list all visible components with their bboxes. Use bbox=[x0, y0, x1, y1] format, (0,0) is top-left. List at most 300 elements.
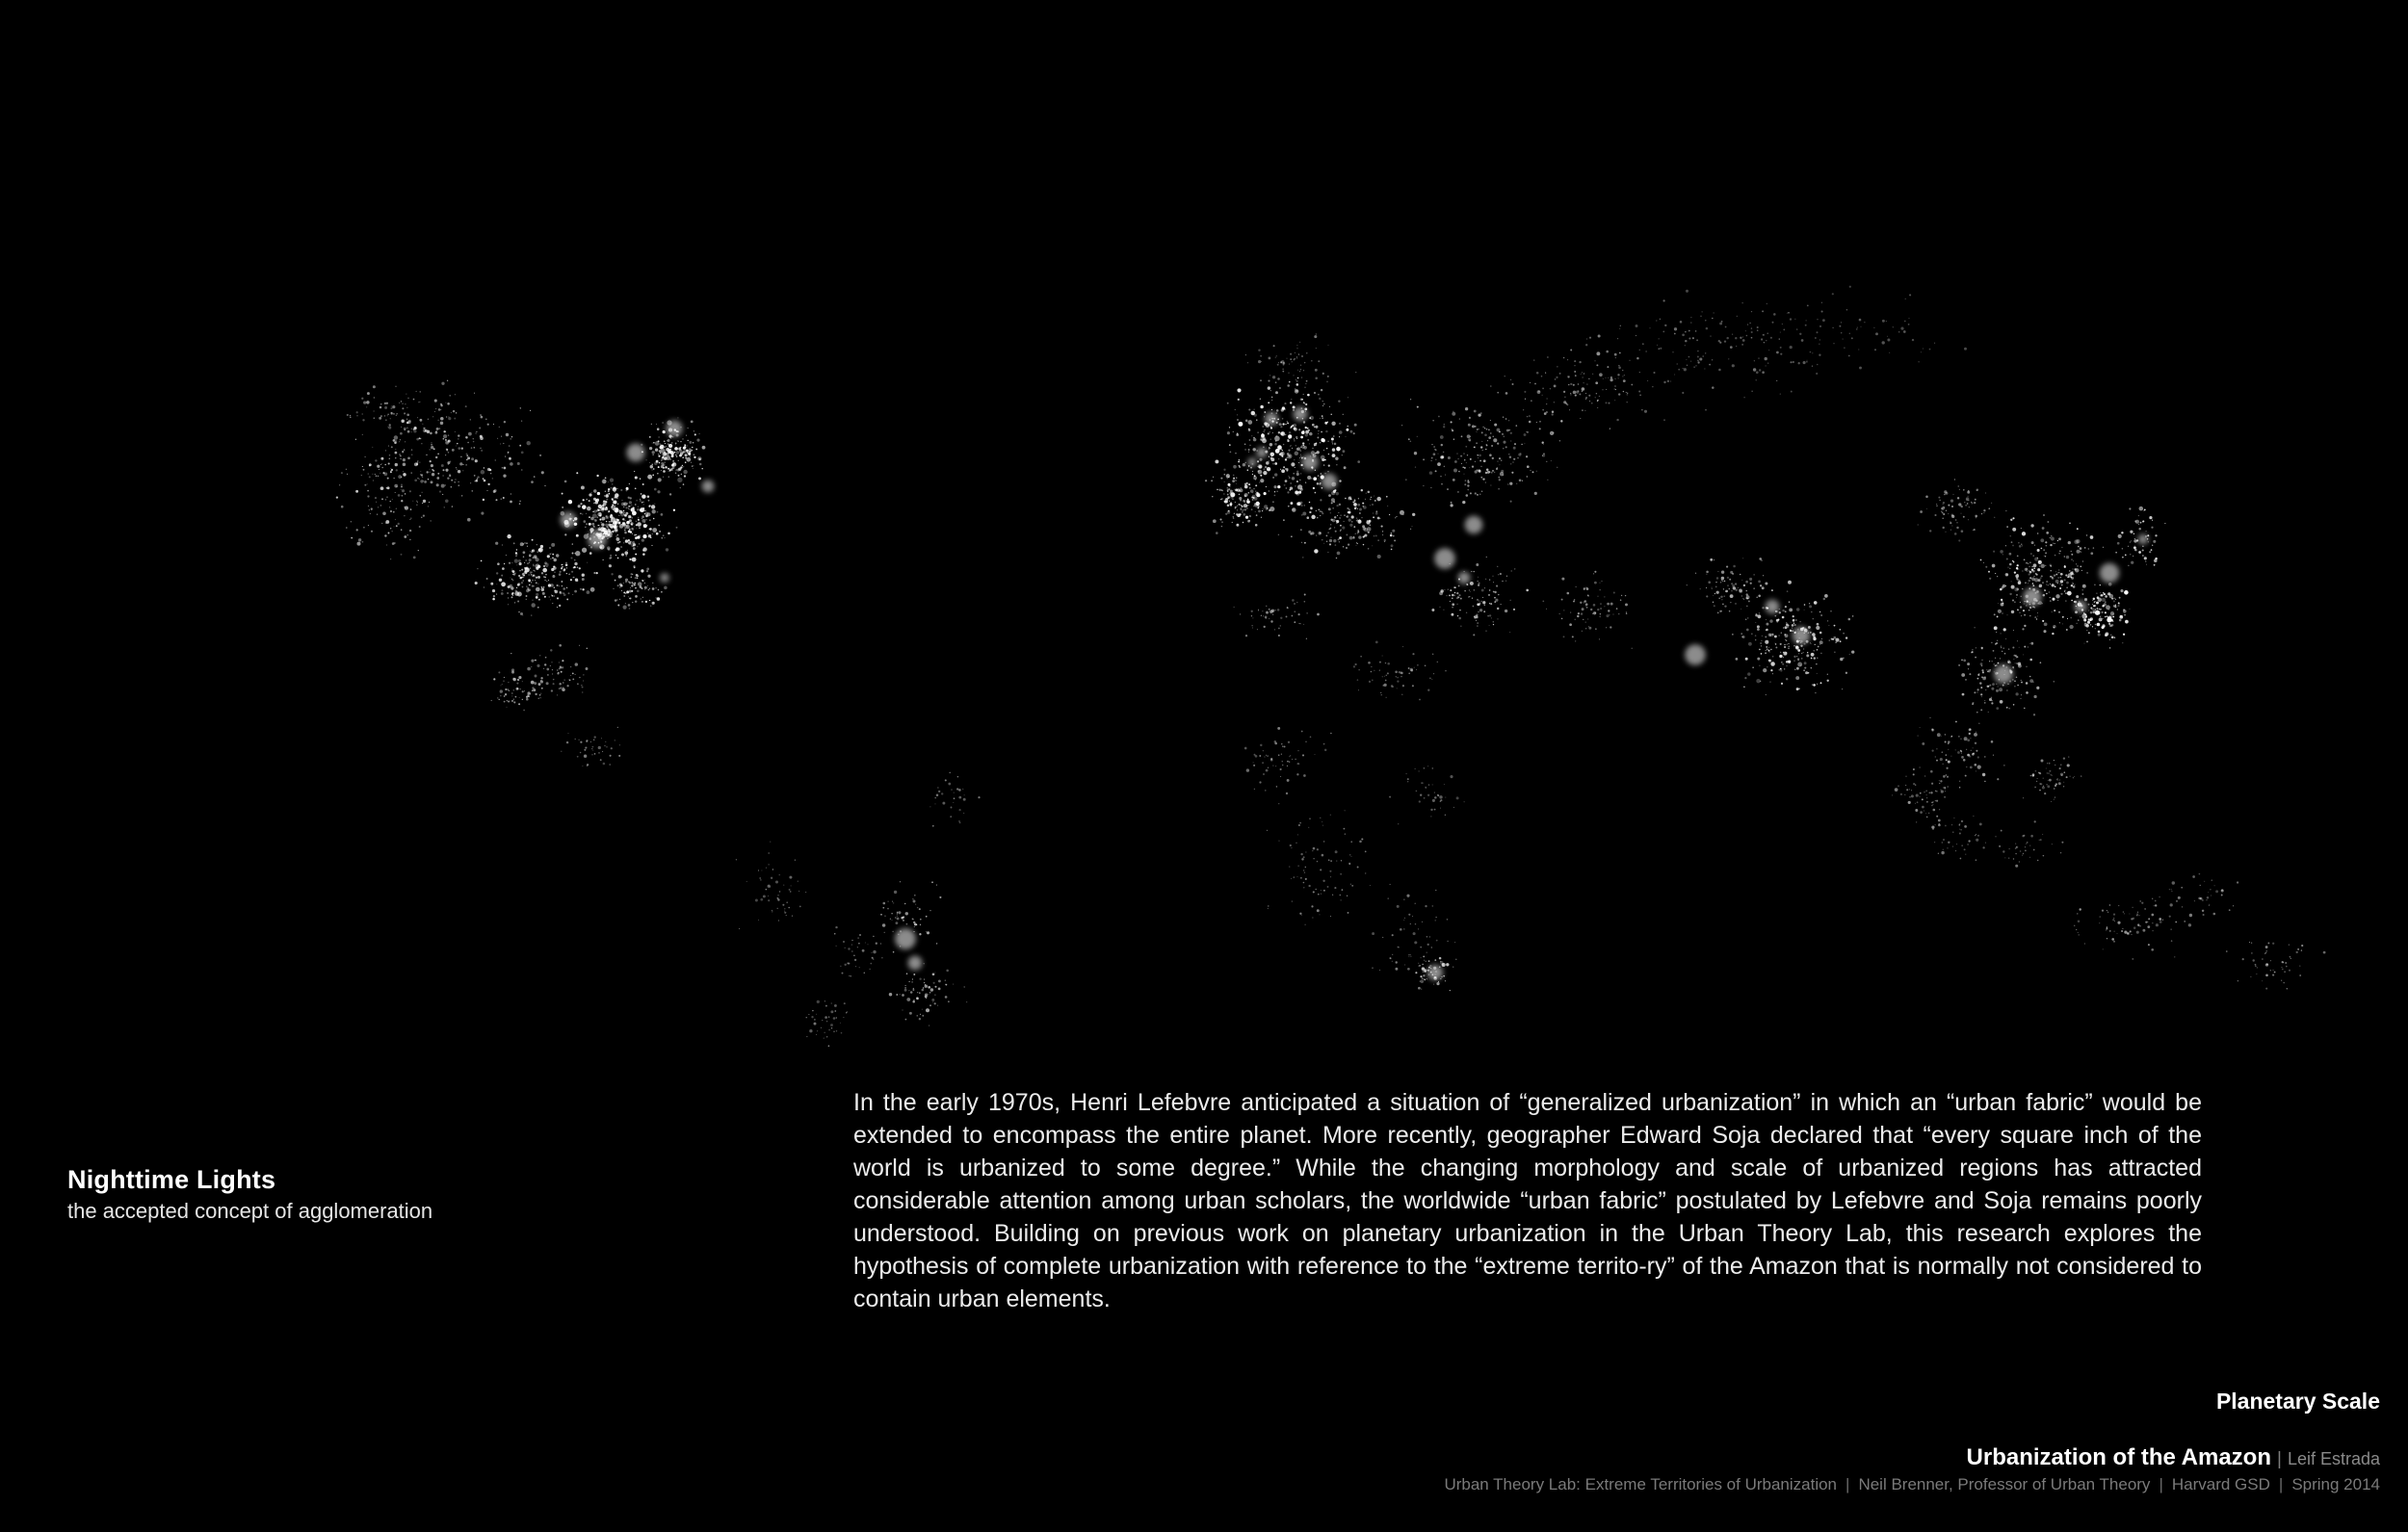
city-light bbox=[2133, 546, 2136, 549]
city-light bbox=[1255, 524, 1258, 527]
city-light bbox=[612, 506, 613, 507]
city-light bbox=[1626, 611, 1627, 612]
city-light bbox=[1780, 347, 1782, 349]
city-light bbox=[2070, 617, 2072, 619]
city-light bbox=[2051, 801, 2052, 802]
city-light bbox=[1955, 749, 1956, 750]
city-light bbox=[1848, 618, 1851, 621]
city-light bbox=[609, 521, 611, 523]
city-light bbox=[1330, 815, 1331, 816]
city-light bbox=[509, 457, 511, 460]
city-light bbox=[928, 994, 929, 995]
city-light bbox=[1735, 588, 1738, 591]
city-light bbox=[1731, 590, 1732, 591]
city-light bbox=[1242, 506, 1243, 507]
city-light bbox=[859, 967, 860, 968]
city-light bbox=[893, 902, 894, 903]
city-light bbox=[585, 527, 586, 528]
city-light bbox=[1270, 427, 1272, 428]
city-light bbox=[1660, 348, 1662, 350]
city-light bbox=[929, 910, 930, 911]
city-light bbox=[1273, 485, 1276, 488]
city-light bbox=[1929, 530, 1931, 532]
city-light bbox=[1546, 403, 1547, 404]
city-light bbox=[525, 559, 527, 561]
city-light bbox=[1339, 423, 1340, 424]
city-light bbox=[1811, 653, 1815, 657]
city-light bbox=[1803, 652, 1804, 653]
city-light bbox=[919, 1018, 921, 1020]
city-light bbox=[691, 421, 694, 424]
city-light bbox=[1298, 462, 1299, 463]
city-light bbox=[1289, 381, 1290, 382]
city-light bbox=[617, 526, 618, 527]
city-light bbox=[2051, 535, 2052, 536]
city-light bbox=[620, 512, 624, 516]
city-light bbox=[1638, 391, 1640, 393]
city-light bbox=[1370, 499, 1372, 501]
city-light bbox=[1989, 661, 1990, 662]
city-light bbox=[1334, 443, 1337, 446]
city-light bbox=[1942, 512, 1944, 514]
city-light bbox=[840, 966, 841, 967]
city-light bbox=[1559, 440, 1561, 442]
city-light bbox=[679, 450, 682, 453]
city-light bbox=[385, 450, 386, 451]
city-light bbox=[1290, 402, 1292, 403]
city-light bbox=[2048, 773, 2049, 774]
city-light bbox=[2058, 537, 2061, 540]
city-light bbox=[1431, 444, 1432, 445]
city-light bbox=[1400, 676, 1401, 677]
city-light bbox=[892, 901, 893, 902]
city-light bbox=[1722, 581, 1723, 582]
city-light bbox=[1257, 460, 1259, 462]
city-light bbox=[1298, 623, 1299, 624]
city-light bbox=[1478, 581, 1479, 582]
city-light bbox=[1943, 764, 1944, 765]
city-light bbox=[822, 1020, 823, 1021]
city-light bbox=[2164, 523, 2165, 524]
city-light bbox=[1975, 657, 1976, 659]
city-light bbox=[522, 615, 523, 616]
city-light bbox=[1746, 335, 1748, 337]
city-light bbox=[420, 391, 421, 392]
city-light bbox=[1787, 644, 1788, 645]
city-light bbox=[919, 992, 921, 994]
city-light bbox=[1233, 516, 1235, 518]
city-light bbox=[2076, 606, 2077, 607]
city-light bbox=[619, 599, 620, 600]
city-light bbox=[1247, 469, 1249, 471]
city-light bbox=[1418, 963, 1419, 964]
city-light bbox=[596, 572, 598, 574]
city-light bbox=[411, 431, 412, 432]
city-light bbox=[385, 420, 386, 421]
city-light bbox=[1296, 602, 1297, 603]
city-light bbox=[1775, 643, 1776, 644]
city-light bbox=[1756, 679, 1760, 683]
city-light bbox=[1804, 629, 1808, 633]
city-light bbox=[1305, 411, 1306, 412]
city-light bbox=[912, 919, 913, 920]
city-light bbox=[1447, 941, 1448, 942]
city-light bbox=[1245, 420, 1248, 423]
city-light bbox=[1920, 796, 1921, 797]
city-light bbox=[663, 455, 665, 457]
city-light bbox=[562, 660, 563, 662]
city-light bbox=[2003, 682, 2005, 684]
city-light bbox=[836, 1017, 837, 1018]
city-light bbox=[1597, 401, 1599, 402]
city-light bbox=[605, 524, 608, 527]
city-light bbox=[1334, 516, 1336, 518]
city-light bbox=[420, 474, 422, 476]
city-light bbox=[2050, 565, 2051, 566]
city-light bbox=[2024, 601, 2025, 602]
city-light bbox=[628, 497, 630, 499]
city-light bbox=[897, 918, 900, 921]
city-light bbox=[834, 1010, 836, 1012]
city-light bbox=[2070, 776, 2071, 777]
city-light bbox=[1460, 626, 1461, 627]
city-light bbox=[1772, 656, 1774, 658]
city-light bbox=[430, 449, 431, 450]
city-light bbox=[368, 525, 369, 526]
city-light bbox=[1322, 539, 1323, 541]
city-light bbox=[524, 571, 527, 574]
city-light bbox=[2058, 572, 2059, 573]
city-light bbox=[934, 1002, 936, 1004]
city-light bbox=[1620, 325, 1621, 326]
city-light bbox=[2046, 545, 2047, 546]
city-light bbox=[2068, 541, 2071, 544]
city-light bbox=[686, 435, 687, 436]
city-light bbox=[1968, 519, 1969, 520]
city-light bbox=[920, 1014, 921, 1015]
city-light bbox=[1976, 489, 1978, 491]
city-light bbox=[1229, 501, 1230, 502]
city-light bbox=[668, 444, 672, 448]
city-light bbox=[2046, 767, 2047, 768]
city-light bbox=[439, 491, 441, 493]
city-light bbox=[1992, 564, 1996, 568]
city-light bbox=[2046, 581, 2047, 582]
city-light bbox=[1317, 909, 1320, 912]
city-light bbox=[1286, 487, 1288, 489]
city-light bbox=[524, 690, 525, 691]
city-light bbox=[1331, 498, 1335, 502]
city-light bbox=[1300, 454, 1301, 455]
city-light bbox=[2003, 674, 2004, 675]
city-light bbox=[558, 672, 559, 673]
city-light bbox=[2028, 573, 2030, 575]
city-light bbox=[2055, 555, 2056, 557]
city-light bbox=[1574, 371, 1576, 373]
city-light bbox=[661, 591, 663, 593]
city-light bbox=[2081, 609, 2083, 610]
city-light bbox=[1513, 609, 1515, 610]
city-light bbox=[597, 512, 602, 517]
city-light bbox=[1307, 428, 1309, 429]
city-light bbox=[1248, 465, 1249, 466]
city-light bbox=[1298, 763, 1299, 764]
city-light bbox=[1229, 444, 1231, 446]
city-light bbox=[1257, 466, 1258, 467]
city-light bbox=[413, 556, 416, 558]
city-light bbox=[1989, 685, 1991, 687]
city-light bbox=[1454, 592, 1456, 594]
city-light bbox=[1782, 656, 1783, 657]
city-light bbox=[388, 446, 389, 447]
city-light bbox=[658, 589, 659, 590]
city-light bbox=[634, 567, 636, 569]
city-light bbox=[1817, 658, 1819, 660]
urban-glow bbox=[1685, 644, 1706, 665]
city-light bbox=[1324, 749, 1326, 751]
city-light bbox=[834, 1004, 837, 1007]
city-light bbox=[1954, 479, 1955, 480]
city-light bbox=[561, 671, 563, 673]
city-light bbox=[1545, 373, 1546, 374]
city-light bbox=[2063, 782, 2064, 783]
city-light bbox=[455, 431, 456, 432]
city-light bbox=[2062, 616, 2064, 618]
city-light bbox=[1756, 371, 1759, 374]
city-light bbox=[1766, 646, 1767, 648]
city-light bbox=[506, 707, 507, 708]
city-light bbox=[644, 522, 645, 523]
city-light bbox=[422, 477, 423, 478]
city-light bbox=[1570, 383, 1572, 385]
city-light bbox=[912, 989, 914, 991]
city-light bbox=[1747, 617, 1749, 619]
city-light bbox=[1492, 457, 1494, 459]
city-light bbox=[1357, 508, 1358, 509]
city-light bbox=[924, 979, 925, 980]
city-light bbox=[2076, 539, 2080, 543]
city-light bbox=[932, 825, 934, 827]
city-light bbox=[515, 553, 517, 555]
city-light bbox=[403, 473, 406, 476]
city-light bbox=[739, 928, 740, 929]
city-light bbox=[608, 511, 609, 512]
city-light bbox=[2053, 543, 2054, 544]
city-light bbox=[1268, 767, 1269, 768]
city-light bbox=[1240, 500, 1241, 501]
city-light bbox=[1230, 452, 1232, 454]
city-light bbox=[448, 452, 450, 454]
city-light bbox=[660, 453, 661, 454]
city-light bbox=[514, 591, 519, 596]
city-light bbox=[467, 442, 469, 444]
city-light bbox=[598, 528, 601, 531]
city-light bbox=[1314, 426, 1316, 428]
city-light bbox=[2077, 528, 2079, 530]
city-light bbox=[1760, 584, 1762, 586]
city-light bbox=[1437, 662, 1439, 663]
city-light bbox=[638, 582, 641, 585]
city-light bbox=[1965, 505, 1967, 506]
city-light bbox=[347, 414, 349, 416]
city-light bbox=[699, 463, 702, 466]
city-light bbox=[1817, 623, 1819, 626]
city-light bbox=[933, 982, 935, 984]
city-light bbox=[924, 963, 925, 964]
city-light bbox=[565, 563, 568, 566]
city-light bbox=[1244, 508, 1246, 510]
city-light bbox=[2105, 595, 2107, 598]
city-light bbox=[509, 689, 510, 691]
city-light bbox=[504, 467, 507, 470]
city-light bbox=[2001, 647, 2002, 648]
city-light bbox=[1260, 479, 1264, 482]
city-light bbox=[475, 459, 478, 462]
city-light bbox=[1944, 796, 1946, 798]
city-light bbox=[1259, 755, 1261, 757]
city-light bbox=[682, 465, 683, 466]
city-light bbox=[1348, 496, 1351, 499]
city-light bbox=[1760, 642, 1762, 644]
city-light bbox=[610, 557, 612, 558]
city-light bbox=[936, 793, 939, 796]
city-light bbox=[1260, 475, 1262, 477]
city-light bbox=[601, 738, 602, 739]
city-light bbox=[1361, 517, 1362, 518]
city-light bbox=[1247, 420, 1252, 425]
city-light bbox=[1594, 582, 1597, 584]
city-light bbox=[526, 542, 528, 544]
city-light bbox=[1550, 388, 1551, 389]
city-light bbox=[399, 441, 400, 442]
city-light bbox=[2142, 549, 2144, 551]
city-light bbox=[1270, 620, 1272, 622]
city-light bbox=[559, 644, 562, 647]
city-light bbox=[484, 480, 486, 482]
city-light bbox=[1263, 615, 1264, 616]
city-light bbox=[2011, 581, 2012, 582]
city-light bbox=[1390, 534, 1393, 537]
city-light bbox=[522, 586, 524, 588]
city-light bbox=[1968, 496, 1969, 497]
city-light bbox=[2013, 659, 2014, 660]
city-light bbox=[2034, 545, 2035, 546]
city-light bbox=[486, 578, 488, 580]
city-light bbox=[2103, 547, 2104, 548]
city-light bbox=[1994, 663, 1995, 664]
city-light bbox=[1834, 652, 1835, 653]
city-light bbox=[395, 449, 396, 450]
city-light bbox=[2009, 593, 2011, 595]
city-light bbox=[1444, 424, 1446, 426]
city-light bbox=[1529, 421, 1531, 424]
city-light bbox=[1327, 552, 1328, 553]
city-light bbox=[1479, 609, 1482, 611]
city-light bbox=[1561, 618, 1563, 620]
city-light bbox=[1757, 329, 1759, 331]
city-light bbox=[736, 859, 737, 860]
city-light bbox=[604, 531, 609, 535]
city-light bbox=[1314, 392, 1316, 394]
city-light bbox=[865, 943, 866, 944]
city-light bbox=[634, 471, 635, 472]
city-light bbox=[578, 505, 581, 507]
city-light bbox=[1319, 398, 1321, 400]
city-light bbox=[1819, 611, 1820, 612]
city-light bbox=[1997, 662, 1999, 664]
city-light bbox=[1243, 522, 1244, 524]
city-light bbox=[2113, 600, 2115, 602]
city-light bbox=[1766, 694, 1767, 695]
city-light bbox=[1493, 438, 1497, 442]
city-light bbox=[1514, 568, 1515, 569]
city-light bbox=[1941, 736, 1942, 737]
city-light bbox=[768, 852, 770, 854]
city-light bbox=[1830, 610, 1831, 611]
city-light bbox=[1428, 974, 1429, 975]
city-light bbox=[2026, 691, 2028, 694]
city-light bbox=[590, 741, 591, 742]
city-light bbox=[341, 472, 343, 474]
city-light bbox=[1956, 522, 1957, 523]
city-light bbox=[891, 920, 892, 921]
city-light bbox=[493, 678, 495, 680]
city-light bbox=[1732, 364, 1735, 367]
city-light bbox=[1307, 394, 1310, 397]
city-light bbox=[501, 436, 502, 437]
city-light bbox=[1260, 744, 1262, 746]
city-light bbox=[527, 546, 528, 547]
city-light bbox=[409, 539, 411, 541]
city-light bbox=[652, 464, 653, 465]
city-light bbox=[826, 1036, 827, 1037]
city-light bbox=[1974, 529, 1976, 531]
city-light bbox=[1900, 793, 1902, 795]
city-light bbox=[1303, 882, 1305, 884]
city-light bbox=[2097, 596, 2100, 599]
city-light bbox=[529, 562, 530, 563]
city-light bbox=[479, 427, 481, 428]
city-light bbox=[456, 412, 457, 413]
city-light bbox=[1730, 602, 1731, 603]
city-light bbox=[1913, 773, 1915, 775]
city-light bbox=[2044, 556, 2045, 557]
city-light bbox=[1336, 447, 1341, 452]
city-light bbox=[500, 695, 501, 696]
city-light bbox=[1330, 733, 1332, 735]
city-light bbox=[586, 667, 589, 670]
city-light bbox=[1510, 379, 1511, 380]
city-light bbox=[507, 586, 508, 587]
city-light bbox=[535, 570, 536, 571]
city-light bbox=[946, 984, 948, 986]
city-light bbox=[2013, 630, 2014, 631]
city-light bbox=[1977, 765, 1981, 768]
city-light bbox=[474, 475, 476, 477]
city-light bbox=[1300, 456, 1301, 457]
city-light bbox=[1950, 500, 1953, 503]
city-light bbox=[521, 582, 523, 584]
city-light bbox=[649, 447, 652, 450]
city-light bbox=[938, 791, 940, 792]
city-light bbox=[414, 479, 417, 481]
city-light bbox=[588, 533, 589, 534]
city-light bbox=[876, 943, 877, 945]
city-light bbox=[1331, 438, 1334, 441]
city-light bbox=[2045, 552, 2047, 554]
city-light bbox=[561, 751, 562, 752]
city-light bbox=[622, 518, 624, 520]
